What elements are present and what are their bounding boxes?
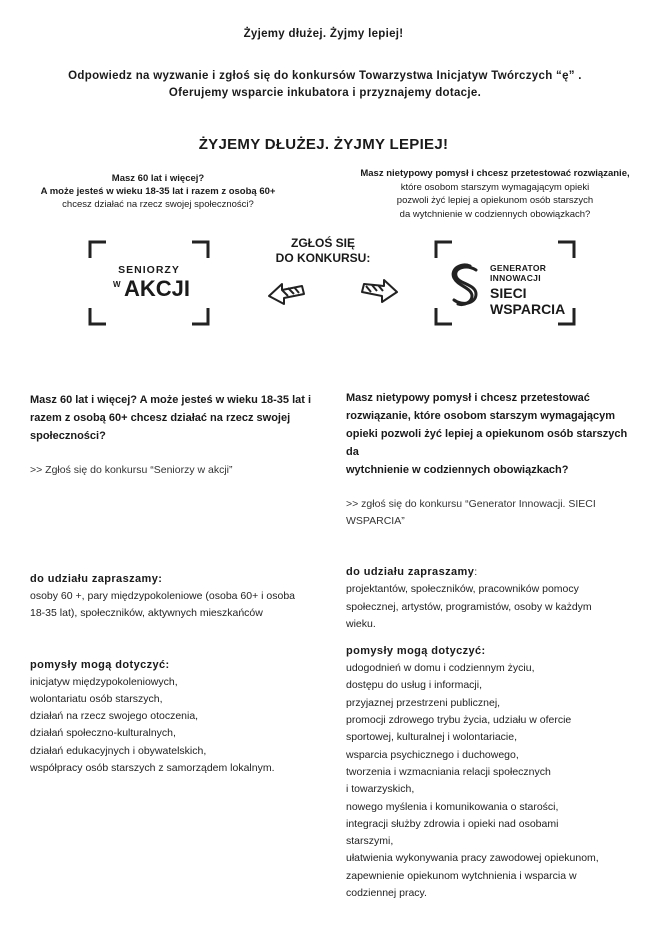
seniorzy-w-akcji-logo[interactable]: [88, 240, 210, 326]
list-item: i towarzyskich,: [346, 783, 415, 796]
logo-right-small: [490, 263, 546, 283]
arrow-right-icon: [358, 276, 400, 308]
banner-right-q1: Masz nietypowy pomysł i chcesz przetestować rozwiązanie,: [360, 168, 630, 179]
left-question-line: razem z osobą 60+ chcesz działać na rzecz swojej: [30, 412, 291, 424]
banner-left-q3: chcesz działać na rzecz swojej społeczności?: [62, 199, 254, 210]
left-ideas-list: [30, 674, 330, 778]
logo-right-line4: WSPARCIA: [490, 301, 566, 317]
right-invite-title: do udziału zapraszamy: [346, 566, 475, 578]
list-item: działań społeczno-kulturalnych,: [30, 727, 176, 740]
generator-innowacji-link[interactable]: [346, 496, 628, 530]
right-invite-line: wieku.: [346, 617, 376, 630]
list-item: wolontariatu osób starszych,: [30, 692, 163, 705]
right-invite-text: [346, 581, 628, 633]
list-item: wsparcia psychicznego i duchowego,: [346, 748, 519, 761]
left-question: [30, 391, 330, 445]
logo-left-line1: SENIORZY: [118, 264, 180, 276]
banner-title: ŻYJEMY DŁUŻEJ. ŻYJMY LEPIEJ!: [198, 136, 449, 153]
page-title: Żyjemy dłużej. Żyjmy lepiej!: [243, 28, 404, 40]
list-item: inicjatyw międzypokoleniowych,: [30, 675, 178, 688]
right-question-line: wytchnienie w codziennych obowiązkach?: [346, 464, 569, 476]
banner-left-q2: A może jesteś w wieku 18-35 lat i razem z osobą 60+: [40, 186, 276, 197]
right-link-line[interactable]: WSPARCIA”: [346, 515, 405, 527]
right-link-line[interactable]: >> zgłoś się do konkursu “Generator Innowacji. SIECI: [346, 498, 596, 510]
banner-right-q2: które osobom starszym wymagającym opieki: [400, 181, 590, 193]
intro: [30, 68, 620, 102]
list-item: starszymi,: [346, 835, 394, 848]
list-item: sportowej, kulturalnej i wolontariacie,: [346, 731, 517, 744]
list-item: integracji służby zdrowia i opieki nad osobami: [346, 817, 559, 830]
apply-line-1: ZGŁOŚ SIĘ: [290, 236, 355, 250]
list-item: działań edukacyjnych i obywatelskich,: [30, 744, 207, 757]
left-column: [30, 391, 330, 777]
banner-right-q4: da wytchnienie w codziennych obowiązkach?: [399, 208, 591, 220]
list-item: przyjaznej przestrzeni publicznej,: [346, 696, 501, 709]
left-question-line: społeczności?: [30, 430, 106, 442]
network-s-icon: [448, 262, 484, 310]
banner-right-text: [360, 167, 630, 221]
right-invite-heading: [346, 562, 628, 581]
list-item: zapewnienie opiekunom wytchnienia i wsparcia w: [346, 869, 577, 882]
list-item: dostępu do usług i informacji,: [346, 679, 482, 692]
logo-left-line2: AKCJI: [124, 276, 191, 301]
seniorzy-w-akcji-link[interactable]: >> Zgłoś się do konkursu “Seniorzy w akcji”: [30, 464, 233, 476]
list-item: codziennej pracy.: [346, 887, 427, 900]
list-item: promocji zdrowego trybu życia, udziału w ofercie: [346, 714, 572, 727]
left-invite-line: 18-35 lat), społeczników, aktywnych mieszkańców: [30, 607, 263, 620]
apply-line-2: DO KONKURSU:: [275, 251, 371, 265]
logo-right-big: [490, 285, 565, 317]
right-question-line: rozwiązanie, które osobom starszym wymagającym: [346, 410, 615, 422]
right-invite-line: projektantów, społeczników, pracowników pomocy: [346, 583, 579, 596]
logo-left-w: W: [113, 280, 121, 289]
right-ideas-title: pomysły mogą dotyczyć:: [346, 645, 486, 658]
banner-left-text: [28, 172, 288, 211]
logo-right-line2: INNOWACJI: [490, 273, 541, 283]
list-item: działań na rzecz swojego otoczenia,: [30, 710, 199, 723]
banner-left-q1: Masz 60 lat i więcej?: [111, 173, 205, 184]
right-question-line: opieki pozwoli żyć lepiej a opiekunom osób starszych da: [346, 428, 628, 458]
left-invite-text: [30, 588, 330, 623]
left-question-line: Masz 60 lat i więcej? A może jesteś w wieku 18-35 lat i: [30, 394, 312, 406]
intro-line-2: Oferujemy wsparcie inkubatora i przyznajemy dotacje.: [168, 87, 482, 99]
generator-innowacji-logo[interactable]: [434, 240, 576, 326]
list-item: ułatwienia wykonywania pracy zawodowej opiekunom,: [346, 852, 599, 865]
right-question: [346, 389, 628, 479]
apply-text: [268, 236, 378, 266]
right-ideas-list: [346, 660, 628, 902]
logo-right-line1: GENERATOR: [490, 263, 547, 273]
right-question-line: Masz nietypowy pomysł i chcesz przetestować: [346, 392, 590, 404]
left-ideas-title: pomysły mogą dotyczyć:: [30, 658, 170, 671]
list-item: tworzenia i wzmacniania relacji społecznych: [346, 765, 551, 778]
list-item: nowego myślenia i komunikowania o starości,: [346, 800, 559, 813]
list-item: współpracy osób starszych z samorządem lokalnym.: [30, 762, 275, 775]
arrow-left-icon: [266, 276, 308, 308]
banner-right-q3: pozwoli żyć lepiej a opiekunom osób starszych: [396, 195, 594, 206]
right-invite-colon: :: [474, 566, 478, 578]
right-column: [346, 389, 628, 902]
intro-line-1: Odpowiedz na wyzwanie i zgłoś się do konkursów Towarzystwa Inicjatyw Twórczych “ę” .: [68, 70, 582, 82]
left-invite-title: do udziału zapraszamy:: [30, 573, 163, 585]
logo-right-line3: SIECI: [490, 285, 527, 301]
list-item: udogodnień w domu i codziennym życiu,: [346, 662, 535, 675]
left-invite-line: osoby 60 +, pary międzypokoleniowe (osoba 60+ i osoba: [30, 590, 296, 602]
right-invite-line: społecznej, artystów, programistów, osoby w każdym: [346, 600, 592, 613]
